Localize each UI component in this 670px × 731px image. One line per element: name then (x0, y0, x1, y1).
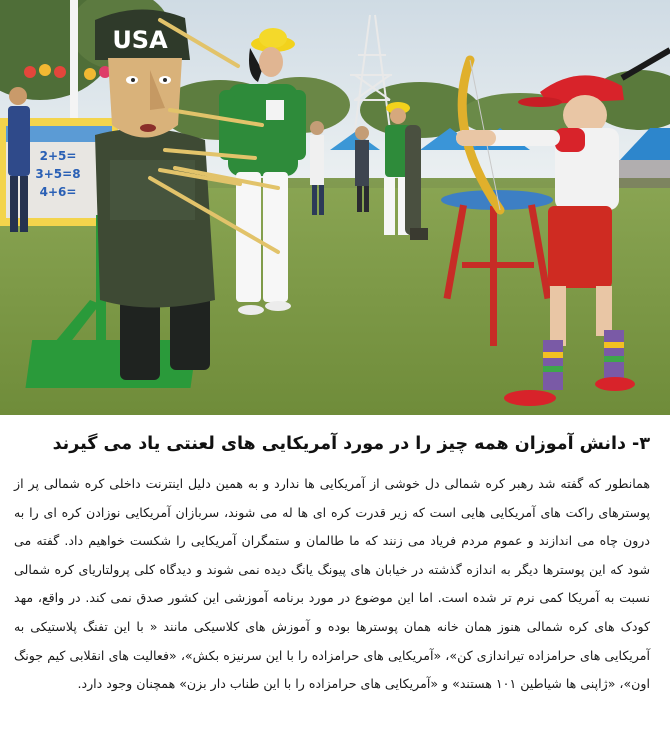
article-heading: ۳- دانش آموزان همه چیز را در مورد آمریکایی های لعنتی یاد می گیرند (52, 434, 650, 454)
article-paragraph: همانطور که گفته شد رهبر کره شمالی دل خوشی از آمریکایی ها ندارد و به همین دلیل اینترنت داخلی کره شمالی پر از پوسترهای راکت های آمریکایی هایی است که زیر قدرت کره ای ها له می شوند، سربازان آمریکایی نوزادن کره ای را به درون چاه می اندازند و عموم مردم فریاد می زنند که ما طالمان و ستمگران آمریکایی را شکست خواهیم داد. گفته می شود که این پوسترها دیگر به اندازه گذشته در خیابان های پیونگ یانگ دیده نمی شوند و دیدگاه کلی پرولتاریای کره شمالی نسبت به آمریکا کمی نرم تر شده است. اما این موضوع در مورد برنامه آموزشی این کشور صدق نمی کند. در واقع، مهد کودک های کره شمالی هنوز همان خانه همان پوسترها بوده و آموزش های کلاسیکی مانند « با این تفنگ پلاستیکی به آمریکایی های حرامزاده تیراندازی کن»، «آمریکایی های حرامزاده را با این سرنیزه بکش»، «فعالیت های انقلابی کیم جونگ اون»، «ژاپنی ها شیاطین ۱۰۱ هستند» و «آمریکایی های حرامزاده را با این طناب دار بزن» همچنان وجود دارد. (14, 476, 650, 692)
board-line-2: 3+5=8 (35, 167, 81, 181)
board-line-3: 4+6= (39, 185, 77, 199)
effigy-cap-text: USA (112, 26, 168, 54)
board-line-1: 2+5= (39, 149, 77, 163)
